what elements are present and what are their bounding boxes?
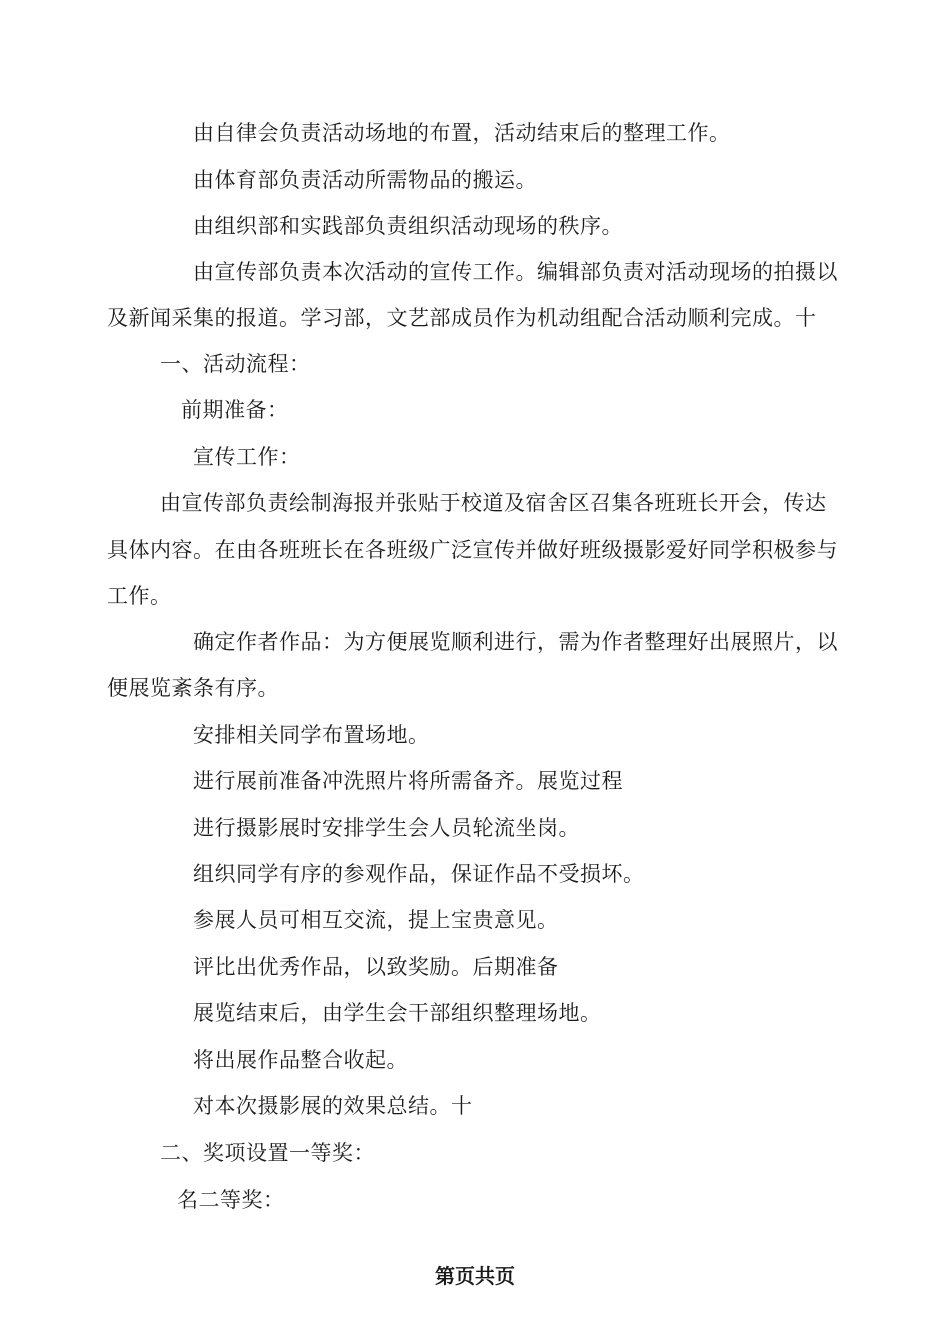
section-heading: 二、奖项设置一等奖： bbox=[160, 1141, 375, 1165]
subsection-heading: 宣传工作： bbox=[193, 445, 301, 469]
paragraph-line: 具体内容。在由各班班长在各班级广泛宣传并做好班级摄影爱好同学积极参与 bbox=[107, 538, 838, 562]
paragraph-line: 便展览紊条有序。 bbox=[107, 676, 279, 700]
paragraph-line: 参展人员可相互交流，提上宝贵意见。 bbox=[193, 908, 559, 932]
paragraph-line: 确定作者作品：为方便展览顺利进行，需为作者整理好出展照片，以 bbox=[193, 630, 838, 654]
paragraph-line: 安排相关同学布置场地。 bbox=[193, 723, 430, 747]
paragraph-line: 及新闻采集的报道。学习部，文艺部成员作为机动组配合活动顺利完成。十 bbox=[107, 306, 817, 330]
paragraph-line: 由自律会负责活动场地的布置，活动结束后的整理工作。 bbox=[193, 121, 731, 145]
page-number-footer: 第页共页 bbox=[435, 1264, 515, 1288]
subsection-heading: 前期准备： bbox=[181, 398, 289, 422]
paragraph-line: 进行展前准备冲洗照片将所需备齐。展览过程 bbox=[193, 769, 623, 793]
paragraph-line: 展览结束后，由学生会干部组织整理场地。 bbox=[193, 1001, 602, 1025]
paragraph-line: 对本次摄影展的效果总结。十 bbox=[193, 1094, 473, 1118]
paragraph-line: 由宣传部负责绘制海报并张贴于校道及宿舍区召集各班班长开会，传达 bbox=[160, 491, 827, 515]
paragraph-line: 工作。 bbox=[107, 584, 172, 608]
paragraph-line: 由宣传部负责本次活动的宣传工作。编辑部负责对活动现场的拍摄以 bbox=[193, 260, 838, 284]
paragraph-line: 由组织部和实践部负责组织活动现场的秩序。 bbox=[193, 214, 623, 238]
paragraph-line: 进行摄影展时安排学生会人员轮流坐岗。 bbox=[193, 816, 580, 840]
paragraph-line: 名二等奖： bbox=[177, 1188, 285, 1212]
paragraph-line: 由体育部负责活动所需物品的搬运。 bbox=[193, 168, 537, 192]
paragraph-line: 评比出优秀作品，以致奖励。后期准备 bbox=[193, 955, 559, 979]
section-heading: 一、活动流程： bbox=[160, 352, 311, 376]
paragraph-line: 将出展作品整合收起。 bbox=[193, 1048, 408, 1072]
paragraph-line: 组织同学有序的参观作品，保证作品不受损坏。 bbox=[193, 862, 645, 886]
